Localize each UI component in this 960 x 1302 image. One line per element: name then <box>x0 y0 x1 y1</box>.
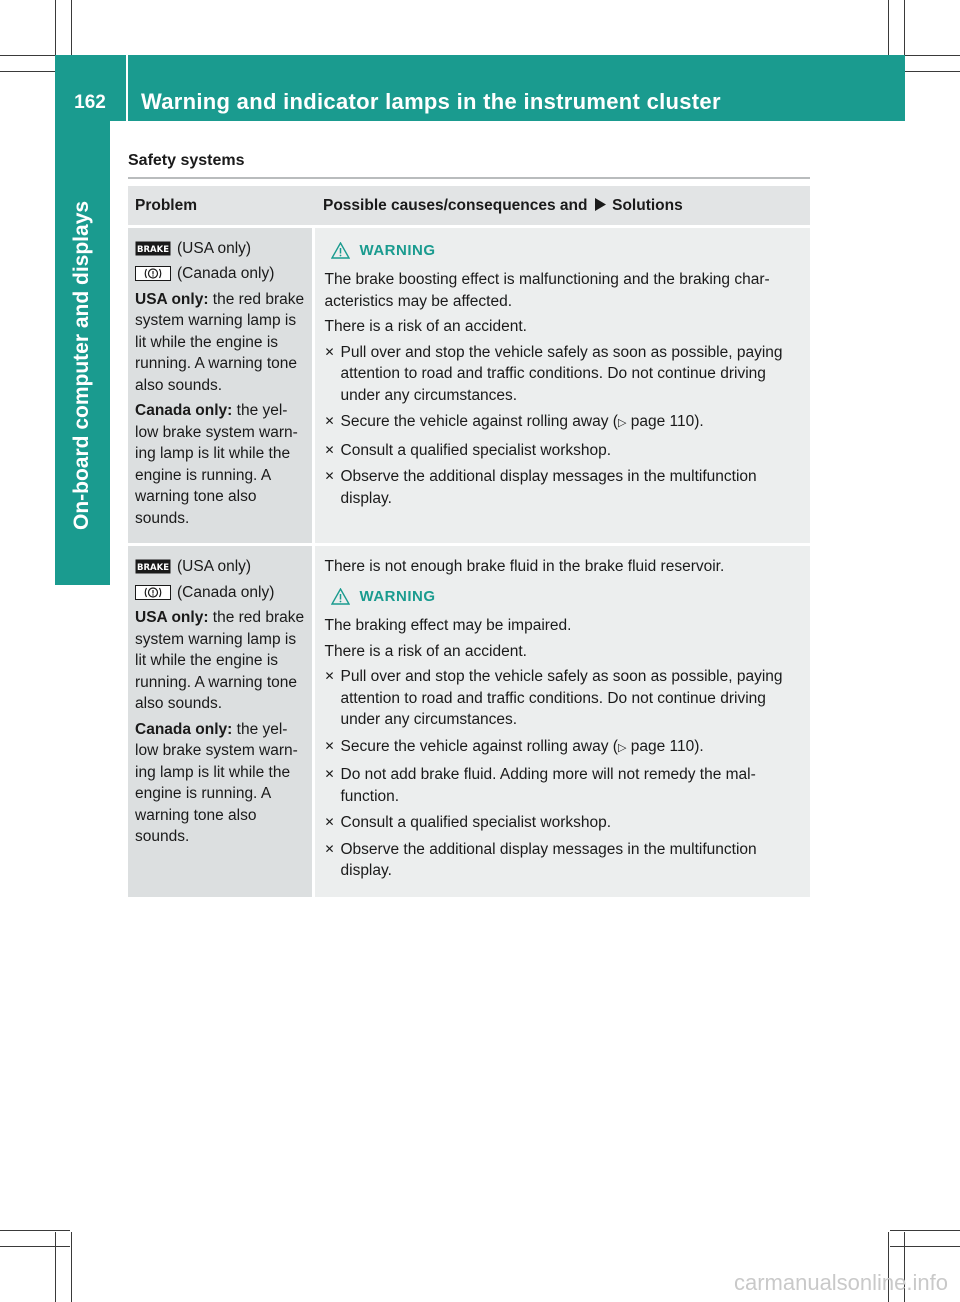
step-arrow-icon: ✕ <box>324 841 335 856</box>
lamp-usa: BRAKE (USA only) <box>137 239 252 257</box>
section-rule <box>128 177 810 179</box>
section-title: Safety systems <box>128 152 245 169</box>
lamp-canada: (Canada only) <box>135 263 305 285</box>
page-reference-link[interactable]: page 110). <box>630 737 704 755</box>
problem-cell <box>128 545 313 897</box>
crop-mark <box>0 1246 70 1247</box>
solutions-cell <box>313 226 810 545</box>
step-item: ✕ Pull over and stop the vehicle safely as soon as possible, paying attention to road and traffic conditions. Do not continue driving under any circumstances. <box>324 343 783 404</box>
risk-text: There is a risk of an accident. <box>324 318 527 335</box>
cause-text: There is not enough brake fluid in the brake fluid reservoir. <box>324 558 725 575</box>
table-row <box>128 226 810 545</box>
step-arrow-icon: ✕ <box>324 414 335 428</box>
crop-mark <box>0 1230 70 1231</box>
problem-cell <box>128 226 313 545</box>
brake-lamp-icon <box>135 559 171 574</box>
risk-text: There is a risk of an accident. <box>324 642 527 660</box>
chapter-title: Warning and indicator lamps in the instrument cluster <box>141 89 721 114</box>
warning-heading: WARNING <box>331 586 804 608</box>
step-item: ✕ Secure the vehicle against rolling away (▷ page 110). <box>325 411 804 435</box>
canada-description: Canada only: the yel-low brake system warn-ing lamp is lit while the engine is running. A warning tone also sounds. <box>135 720 298 845</box>
play-arrow-icon <box>594 198 606 211</box>
watermark: carmanualsonline.info <box>733 1270 948 1295</box>
crop-mark <box>890 1246 960 1247</box>
page-number: 162 <box>74 92 106 113</box>
circle-brake-lamp-icon <box>135 585 171 600</box>
step-arrow-icon: ✕ <box>324 442 335 457</box>
page-ref-arrow-icon: ▷ <box>617 741 627 754</box>
step-arrow-icon: ✕ <box>324 815 335 829</box>
canada-description: Canada only: the yel-low brake system warn-ing lamp is lit while the engine is running. A warning tone also sounds. <box>135 402 298 527</box>
header-divider <box>126 55 128 121</box>
step-arrow-icon: ✕ <box>324 738 335 753</box>
usa-description: USA only: the red brake system warning lamp is lit while the engine is running. A warning tone also sounds. <box>135 290 305 394</box>
chapter-header <box>55 55 905 121</box>
crop-mark <box>55 1232 56 1302</box>
step-item: ✕ Do not add brake fluid. Adding more will not remedy the mal-function. <box>324 766 756 805</box>
svg-text:BRAKE: BRAKE <box>137 563 169 574</box>
solutions-cell <box>313 545 810 897</box>
step-arrow-icon: ✕ <box>324 767 335 781</box>
warning-lamp-table <box>128 186 810 897</box>
step-arrow-icon: ✕ <box>324 344 335 359</box>
column-header-problem: Problem <box>128 186 313 226</box>
step-arrow-icon: ✕ <box>324 669 335 683</box>
warning-heading: WARNING <box>331 240 804 262</box>
step-item: ✕ Consult a qualified specialist workshop. <box>325 812 804 834</box>
table-header-row <box>128 186 810 226</box>
step-item: ✕ Consult a qualified specialist workshop. <box>325 440 804 462</box>
lamp-usa: BRAKE (USA only) <box>137 558 252 575</box>
warning-text: The brake boosting effect is malfunctioning and the braking char-acteristics may be affected. <box>324 271 770 310</box>
warning-triangle-icon <box>331 242 350 259</box>
crop-mark <box>71 1232 72 1302</box>
svg-text:BRAKE: BRAKE <box>137 244 169 255</box>
circle-brake-lamp-icon <box>135 266 171 281</box>
brake-lamp-icon <box>135 241 171 256</box>
crop-mark <box>890 1230 960 1231</box>
table-row <box>128 545 810 897</box>
step-item: ✕ Pull over and stop the vehicle safely as soon as possible, paying attention to road and traffic conditions. Do not continue driving under any circumstances. <box>324 668 783 728</box>
step-item: ✕ Observe the additional display messages in the multifunction display. <box>324 840 757 879</box>
warning-text: The braking effect may be impaired. <box>324 617 572 634</box>
usa-description: USA only: the red brake system warning lamp is lit while the engine is running. A warning tone also sounds. <box>135 609 305 712</box>
page-reference-link[interactable]: page 110). <box>630 413 704 430</box>
page-ref-arrow-icon: ▷ <box>617 417 627 429</box>
lamp-canada: (Canada only) <box>135 582 305 604</box>
column-header-solutions: Possible causes/consequences and Solutions <box>313 186 810 226</box>
step-item: ✕ Observe the additional display messages in the multifunction display. <box>324 468 757 507</box>
step-arrow-icon: ✕ <box>324 469 335 483</box>
step-item: ✕ Secure the vehicle against rolling away (▷ page 110). <box>325 736 804 760</box>
warning-triangle-icon <box>331 588 350 605</box>
